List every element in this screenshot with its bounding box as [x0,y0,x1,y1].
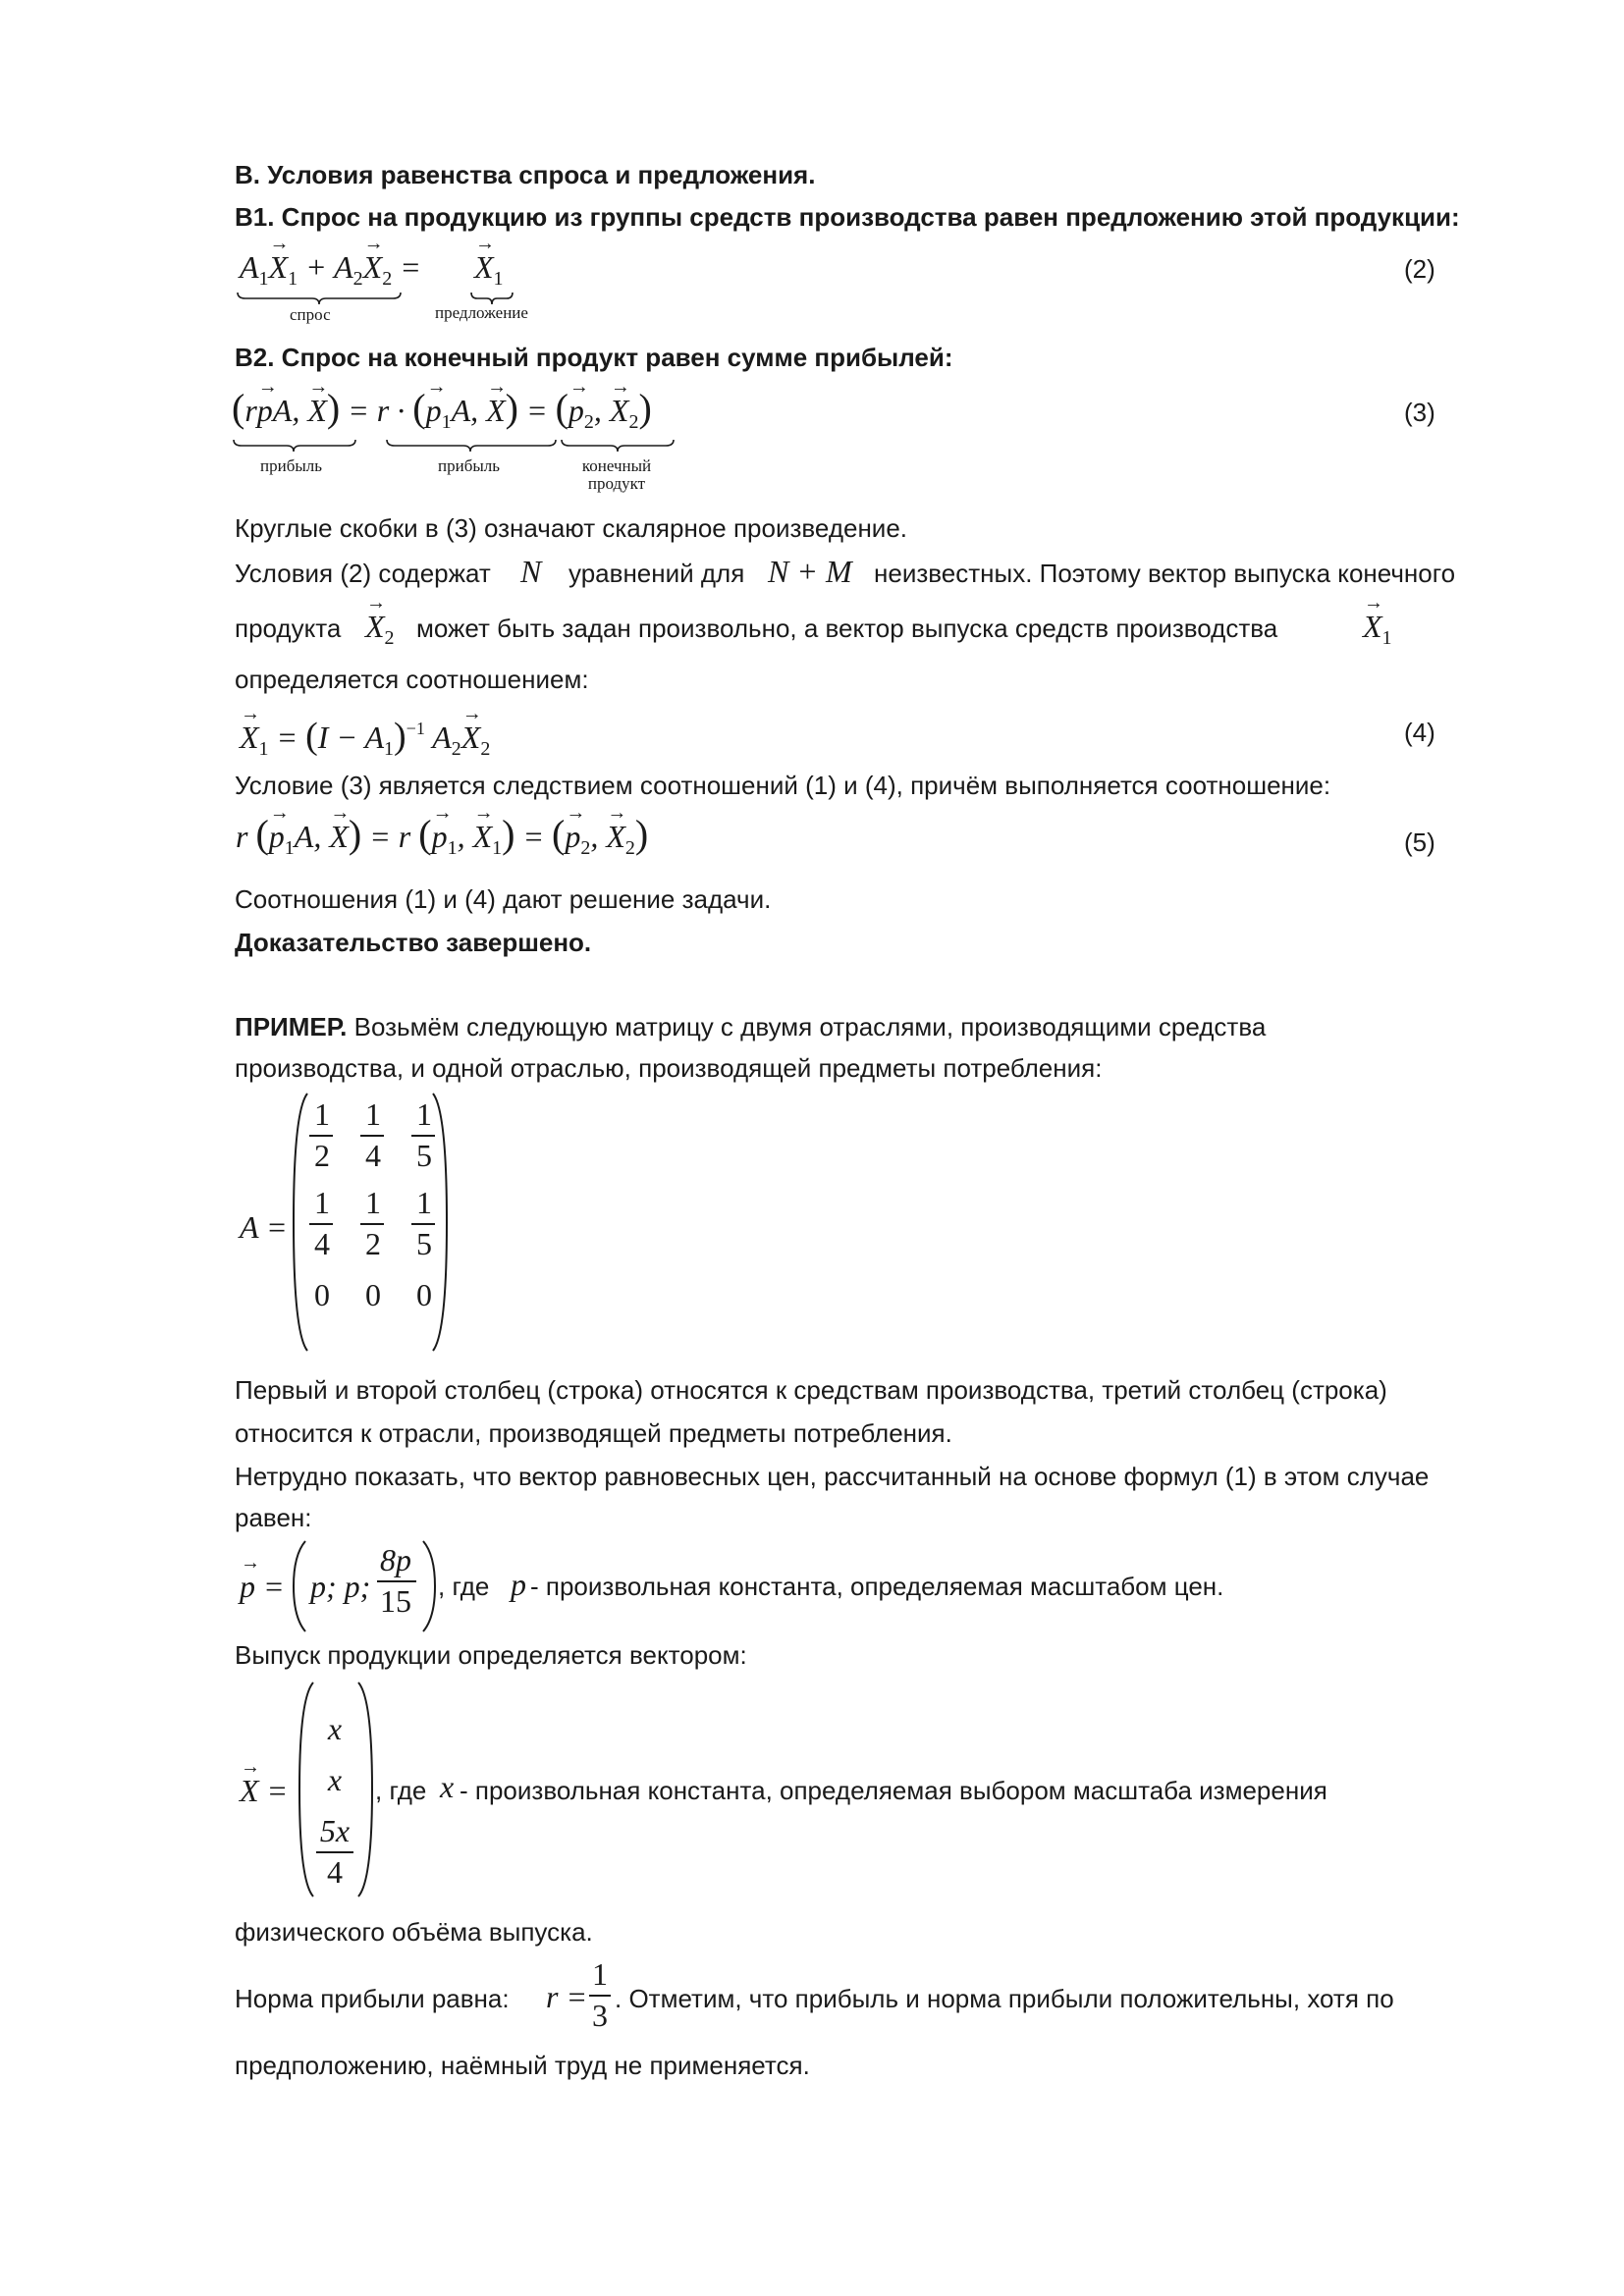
paragraph-prices-2: равен: [235,1503,312,1532]
label-supply: предложение [435,303,528,322]
equation-number-5: (5) [1404,828,1435,857]
output-intro: Выпуск продукции определяется вектором: [235,1640,747,1670]
section-title: В. Условия равенства спроса и предложения. [235,160,816,189]
output-vector-tail-2: физического объёма выпуска. [235,1917,593,1947]
symbol-N: N [520,554,542,589]
symbol-X2: → $X_2$ [365,609,395,656]
paragraph-columns-2: относится к отрасли, производящей предметы потребления. [235,1418,952,1448]
paragraph-columns-1: Первый и второй столбец (строка) относятся к средствам производства, третий столбец (строка) [235,1375,1387,1405]
underbrace-profit-1 [232,438,357,454]
paragraph-condition-3: Условие (3) является следствием соотношений (1) и (4), причём выполняется соотношение: [235,771,1331,800]
label-profit-2: прибыль [438,456,501,475]
underbrace-final-product [560,438,676,454]
example-label: ПРИМЕР. [235,1012,348,1041]
equation-number-2: (2) [1404,254,1435,284]
b1-heading: В1. Спрос на продукцию из группы средств производства равен предложению этой продукции: [235,202,1460,232]
proof-done: Доказательство завершено. [235,928,592,957]
paragraph-round-brackets: Круглые скобки в (3) означают скалярное произведение. [235,513,908,543]
underbrace-profit-2 [385,438,558,454]
label-final-product: конечный продукт [581,456,652,493]
matrix-A-label: A = [240,1209,288,1245]
equation-number-3: (3) [1404,398,1435,427]
paragraph-solution: Соотношения (1) и (4) дают решение задачи. [235,884,772,914]
b2-heading: В2. Спрос на конечный продукт равен сумме прибылей: [235,343,953,372]
paragraph-prices-1: Нетрудно показать, что вектор равновесных цен, рассчитанный на основе формул (1) в этом случае [235,1462,1430,1491]
symbol-N-plus-M: N + M [768,554,852,589]
symbol-X1: → $X_1$ [1363,609,1392,656]
label-demand: спрос [290,305,331,324]
underbrace-demand [236,291,403,306]
equation-number-4: (4) [1404,718,1435,747]
label-profit-1: прибыль [260,456,323,475]
